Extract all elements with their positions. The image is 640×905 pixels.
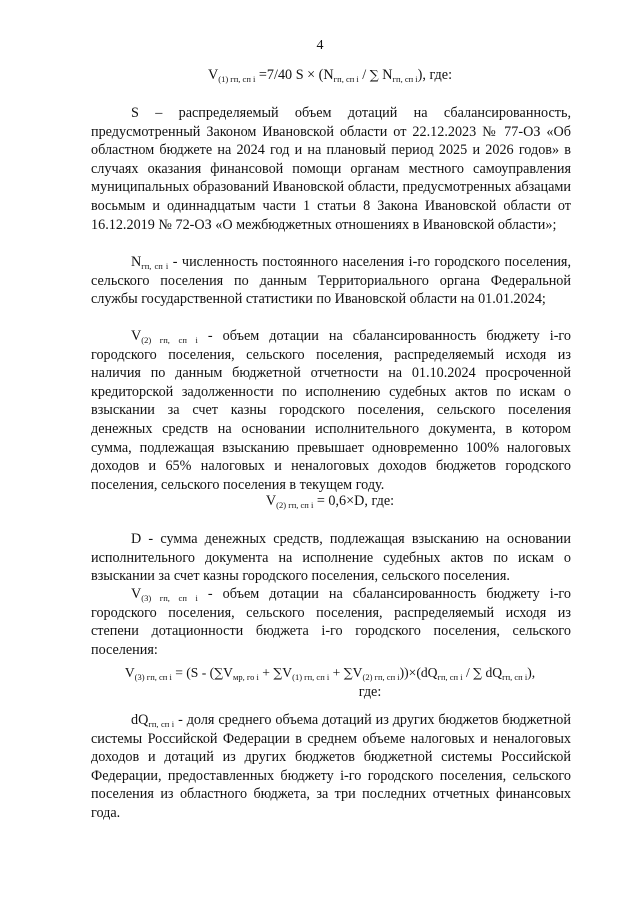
sum-symbol: ∑: [343, 665, 353, 680]
formula-v3-v2: V: [352, 665, 363, 680]
formula-v2: [60, 492, 600, 511]
paragraph-dq-text: - доля среднего объема дотаций из других бюджетов бюджетной системы Российской Федерации в среднем объеме налоговых и неналоговых доходов и дотаций из других бюджетов бюджетной системы Российской Федерации, предоставленных бюджету i-го городского поселения, сельского поселения из областного бюджета, за три последних отчетных финансовых года.: [91, 712, 571, 821]
paragraph-n-definition: [91, 253, 571, 309]
paragraph-v3-definition: [91, 585, 571, 659]
paragraph-n-text: - численность постоянного населения i-го городского поселения, сельского поселения по данным Территориального органа Федеральной службы государственной статистики по Ивановской области на 01.01.2024;: [91, 254, 572, 308]
formula-v3-symbol: V: [124, 665, 135, 680]
paragraph-s-text: S – распределяемый объем дотаций на сбалансированность, предусмотренный Законом Ивановской области от 22.12.2023 № 77-ОЗ «Об областном бюджете на 2024 год и на плановый период 2025 и 2026 годов» в случаях оказания финансовой помощи органам местного самоуправления муниципальных образований Ивановской области, предусмотренных абзацами восьмым и одиннадцатым части 1 статьи 8 Закона Ивановской области от 16.12.2019 № 72-ОЗ «О межбюджетных отношениях в Ивановской области»;: [91, 105, 571, 233]
formula-v3-end: ),: [527, 665, 536, 680]
formula-v3-dq2: dQ: [482, 665, 503, 680]
formula-v3-v2-subscript: (2) гп, сп i: [362, 672, 400, 682]
formula-v2-symbol: V: [265, 493, 277, 509]
dq-symbol: dQ: [131, 712, 149, 728]
formula-v1-symbol: V: [207, 67, 219, 83]
sum-symbol: ∑: [214, 665, 224, 680]
formula-v3-eq: = (S - (: [171, 665, 215, 680]
paragraph-dq-definition: [91, 711, 571, 823]
v2-symbol: V: [131, 328, 142, 344]
sum-symbol: ∑: [473, 665, 483, 680]
formula-v3-slash: /: [462, 665, 474, 680]
formula-v3-where: где:: [358, 684, 382, 700]
formula-v3-vmr-subscript: мр, го i: [232, 672, 259, 682]
formula-v1-n-subscript: гп, сп i: [333, 74, 359, 84]
formula-v3-v1: V: [282, 665, 293, 680]
formula-v3: [60, 664, 600, 683]
formula-v1-expression: =7/40 S × (N: [255, 67, 334, 83]
dq-subscript: гп, сп i: [148, 719, 175, 729]
v3-subscript: (3) гп, сп i: [141, 593, 198, 603]
formula-v3-dq2-subscript: гп, сп i: [502, 672, 528, 682]
formula-v3-mid: ))×(dQ: [399, 665, 438, 680]
formula-v1-n2: N: [378, 67, 393, 83]
n-symbol: N: [131, 254, 142, 270]
formula-v3-subscript: (3) гп, сп i: [134, 672, 172, 682]
formula-v1-slash: /: [358, 67, 370, 83]
formula-v3-v1-subscript: (1) гп, сп i: [292, 672, 330, 682]
page-number: 4: [316, 38, 324, 53]
formula-v3-plus: +: [258, 665, 274, 680]
paragraph-v2-text: - объем дотации на сбалансированность бюджету i-го городского поселения, сельского поселения, распределяемый исходя из наличия по данным бюджетной отчетности на 01.10.2024 просроченной кредиторской задолженности по исполнению судебных актов по искам о взыскании за счет казны городского поселения, сельского поселения денежных средств на основании исполнительного документа, в котором сумма, подлежащая взысканию превышает одновременно 100% налоговых доходов и 65% налоговых и неналоговых доходов бюджетов городского поселения, сельского поселения в текущем году.: [91, 328, 571, 493]
formula-v1: [60, 66, 600, 85]
formula-v1-tail: ), где:: [417, 67, 453, 83]
n-subscript: гп, сп i: [141, 261, 169, 271]
paragraph-s-definition: [91, 104, 571, 234]
v2-subscript: (2) гп, сп i: [141, 335, 198, 345]
paragraph-d-text: D - сумма денежных средств, подлежащая взысканию на основании исполнительного документа на исполнение судебных актов по искам о взыскании за счет казны городского поселения, сельского поселения.: [91, 531, 571, 585]
formula-v3-plus: +: [329, 665, 344, 680]
sum-symbol: ∑: [369, 67, 379, 82]
paragraph-v3-text: - объем дотации на сбалансированность бюджету i-го городского поселения, сельского поселения, распределяемый исходя из степени дотационности бюджета i-го городского поселения, сельского поселения:: [91, 586, 571, 658]
formula-v1-subscript: (1) гп, сп i: [218, 74, 256, 84]
formula-v1-n2-subscript: гп, сп i: [392, 74, 418, 84]
v3-symbol: V: [131, 586, 142, 602]
paragraph-v2-definition: [91, 327, 571, 494]
formula-v3-vmr: V: [223, 665, 233, 680]
formula-v3-dq-subscript: гп, сп i: [437, 672, 463, 682]
paragraph-d-definition: [91, 530, 571, 586]
formula-v2-tail: = 0,6×D, где:: [313, 493, 395, 509]
formula-v2-subscript: (2) гп, сп i: [276, 500, 314, 510]
sum-symbol: ∑: [273, 665, 283, 680]
